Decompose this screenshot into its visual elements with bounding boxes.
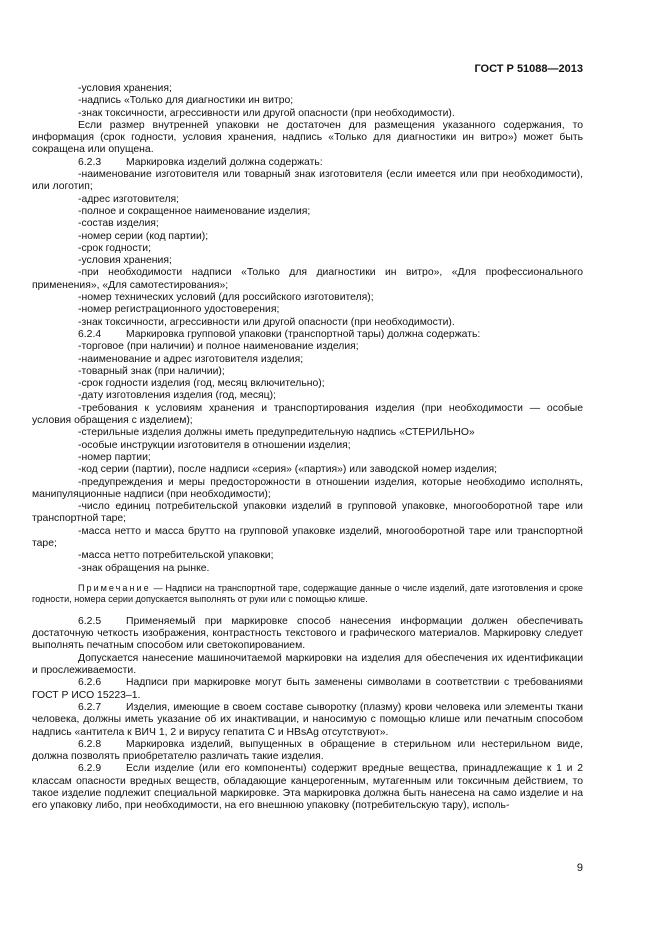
list-item: -адрес изготовителя;: [78, 193, 180, 205]
list-item: -надпись «Только для диагностики ин витро;: [78, 95, 294, 107]
section-text: Если изделие (или его компоненты) содержит вредные вещества, принадлежащие к 1 и 2 классам опасности вредных веществ, обладающие канцерогенным, мутагенным или токсичным действием, то такое изделие подлежит специальной маркировке. Эта маркировка должна быть нанесена на само изделие и на его упаковку либо, при необходимости, на его внешнюю упаковку (потребительскую тару), исполь-: [32, 763, 583, 812]
section-number: 6.2.6: [78, 677, 102, 689]
list-item: -масса нетто потребительской упаковки;: [78, 550, 274, 562]
list-item: -число единиц потребительской упаковки изделий в групповой упаковке, многооборотной таре или транспортной таре;: [32, 501, 583, 525]
section-6-2-4: [32, 329, 583, 341]
list-item: -предупреждения и меры предосторожности в отношении изделия, которые необходимо исполнять, манипуляционные надписи (при необходимости);: [32, 476, 583, 500]
section-number: 6.2.4: [78, 328, 102, 340]
list-item: -наименование изготовителя или товарный знак изготовителя (если имеется или при необходимости), или логотип;: [32, 169, 583, 193]
paragraph-inner-packaging: Если размер внутренней упаковки не достаточен для размещения указанного содержания, то информация (срок годности, условия хранения, надпись «Только для диагностики ин витро») может быть сокращена или опущена.: [32, 119, 583, 156]
paragraph-machine-readable: Допускается нанесение машиночитаемой маркировки на изделия для обеспечения их идентификации и прослеживаемости.: [32, 652, 583, 677]
list-item: -полное и сокращенное наименование изделия;: [78, 205, 311, 217]
list-item: -дату изготовления изделия (год, месяц);: [78, 390, 276, 402]
list-item: -код серии (партии), после надписи «серия» («партия») или заводской номер изделия;: [78, 464, 498, 476]
note-label: Примечание: [78, 582, 151, 593]
section-number: 6.2.5: [78, 615, 102, 627]
section-6-2-9: [32, 763, 583, 812]
list-item: -срок годности;: [78, 242, 151, 254]
note: [32, 583, 583, 606]
section-6-2-5: [32, 616, 583, 653]
list-item: -номер серии (код партии);: [78, 230, 209, 242]
page-content: [32, 83, 583, 813]
list-item: -знак токсичности, агрессивности или другой опасности (при необходимости).: [78, 316, 455, 328]
list-item: -стерильные изделия должны иметь предупредительную надпись «СТЕРИЛЬНО»: [78, 427, 475, 439]
list-item: -знак обращения на рынке.: [78, 562, 210, 574]
list-item: -масса нетто и масса брутто на групповой упаковке изделий, многооборотной таре или транспортной таре;: [32, 525, 583, 549]
list-item: -условия хранения;: [78, 83, 172, 94]
list-item: -срок годности изделия (год, месяц включительно);: [78, 378, 325, 390]
section-6-2-8: [32, 739, 583, 764]
list-item: -торговое (при наличии) и полное наименование изделия;: [78, 341, 359, 353]
list-item: -особые инструкции изготовителя в отношении изделия;: [78, 439, 351, 451]
section-6-2-6: [32, 677, 583, 702]
list-item: -знак токсичности, агрессивности или другой опасности (при необходимости).: [78, 107, 455, 119]
section-6-2-7: [32, 702, 583, 739]
section-text: Надписи при маркировке могут быть заменены символами в соответствии с требованиями ГОСТ Р ИСО 15223–1.: [32, 677, 583, 701]
list-item: -состав изделия;: [78, 218, 159, 230]
list-item: -номер технических условий (для российского изготовителя);: [78, 292, 374, 304]
list-item: -наименование и адрес изготовителя изделия;: [78, 353, 304, 365]
section-number: 6.2.8: [78, 738, 102, 750]
list-item: -требования к условиям хранения и транспортирования изделия (при необходимости — особые условия обращения с изделием);: [32, 402, 583, 427]
section-number: 6.2.7: [78, 701, 102, 713]
page-number: 9: [576, 862, 583, 874]
list-item: -товарный знак (при наличии);: [78, 365, 225, 377]
section-text: Маркировка изделий должна содержать:: [126, 156, 323, 168]
section-6-2-3: [32, 157, 583, 169]
section-text: Маркировка групповой упаковки (транспортной тары) должна содержать:: [126, 328, 481, 340]
list-item: -номер регистрационного удостоверения;: [78, 304, 280, 316]
note-text: — Надписи на транспортной таре, содержащие данные о числе изделий, дате изготовления и сроке годности, номера серии допускается выполнять от руки или с помощью клише.: [32, 582, 583, 605]
list-item: -при необходимости надписи «Только для диагностики ин витро», «Для профессионального применения», «Для самотестирования»;: [32, 267, 583, 291]
section-text: Изделия, имеющие в своем составе сыворотку (плазму) крови человека или элементы ткани человека, должны иметь указание об их инактивации, и наносимую с помощью клише или печатным способом надпись «антитела к ВИЧ 1, 2 и вирусу гепатита С и HBsAg отсутствуют».: [32, 701, 583, 738]
section-number: 6.2.9: [78, 763, 102, 775]
list-item: -условия хранения;: [78, 255, 172, 267]
section-number: 6.2.3: [78, 156, 102, 168]
document-code-header: ГОСТ Р 51088—2013: [474, 63, 583, 75]
section-text: Маркировка изделий, выпущенных в обращение в стерильном или нестерильном виде, должна позволять приобретателю различать такие изделия.: [32, 738, 583, 763]
section-text: Применяемый при маркировке способ нанесения информации должен обеспечивать достаточную четкость изображения, контрастность текстового и графического материалов. Маркировку следует выполнять печатным способом или светокопированием.: [32, 615, 583, 652]
list-item: -номер партии;: [78, 451, 151, 463]
